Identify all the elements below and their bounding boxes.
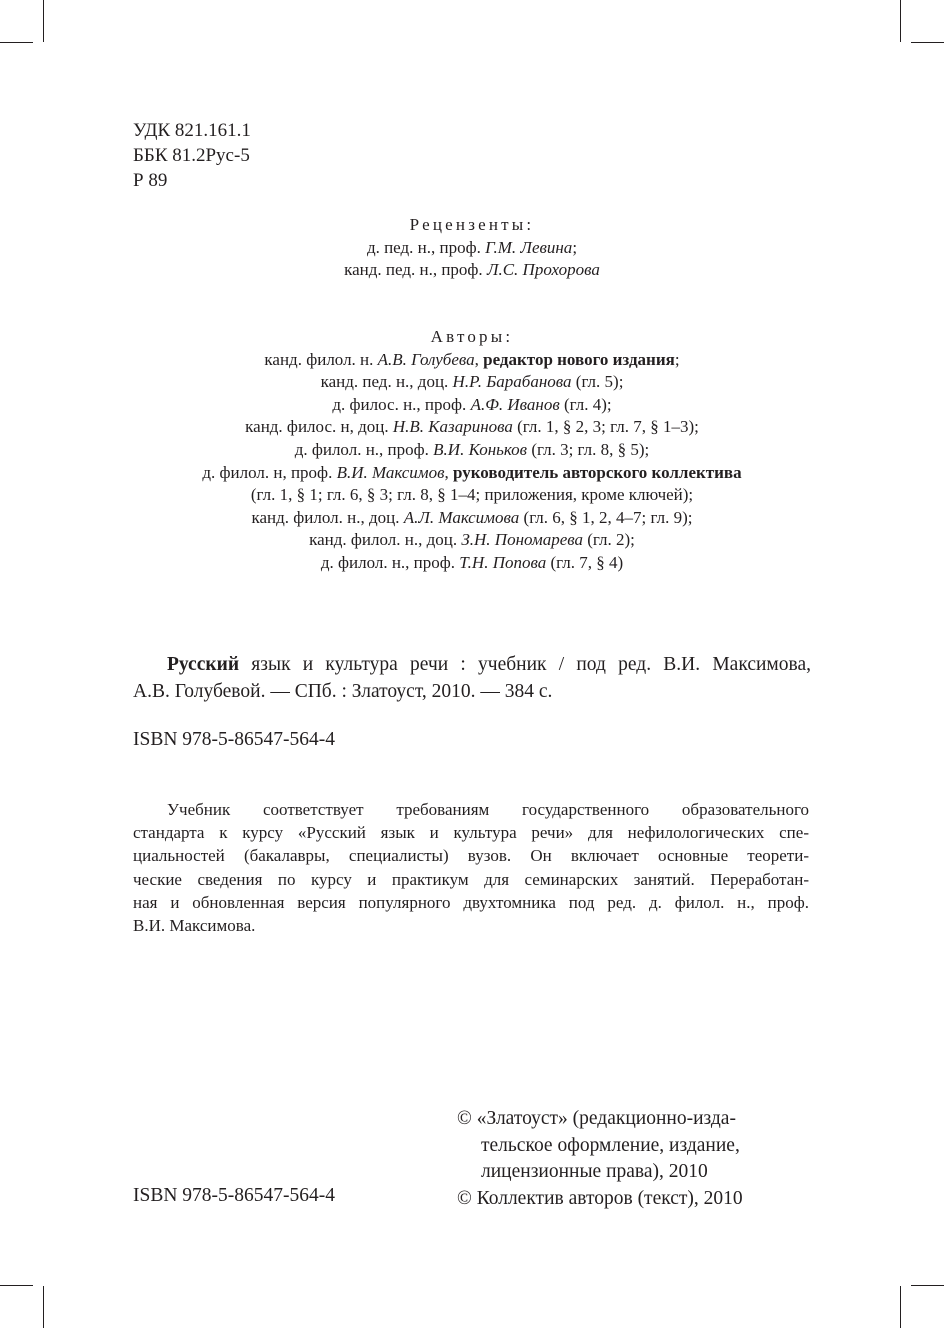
author-line xyxy=(120,349,824,372)
author-line xyxy=(120,371,824,394)
author-line xyxy=(120,394,824,417)
classification-codes xyxy=(133,118,251,193)
author-line xyxy=(120,462,824,485)
author-name: В.И. Коньков xyxy=(433,439,528,459)
author-tail: (гл. 1, § 2, 3; гл. 7, § 1–3); xyxy=(512,417,699,437)
author-name: А.Ф. Иванов xyxy=(470,394,560,414)
citation-line: А.В. Голубевой. — СПб. : Златоуст, 2010. — 384 с. xyxy=(133,681,553,702)
author-degree: д. филол. н, проф. xyxy=(202,462,337,482)
author-degree: д. филол. н., проф. xyxy=(294,439,434,459)
isbn: ISBN 978-5-86547-564-4 xyxy=(133,729,336,750)
copyright-line: © «Златоуст» (редакционно-изда- xyxy=(457,1108,736,1129)
author-line-continuation: (гл. 1, § 1; гл. 6, § 3; гл. 8, § 1–4; приложения, кроме ключей); xyxy=(250,485,694,505)
reviewer-name: Л.С. Прохорова xyxy=(486,260,600,280)
reviewer-name: Г.М. Левина xyxy=(485,237,573,257)
author-sep: , xyxy=(474,349,484,369)
citation-text: язык и культура речи : учебник / под ред. В.И. Максимова, xyxy=(239,654,811,675)
copyright-block xyxy=(457,1106,743,1212)
reviewer-tail: ; xyxy=(572,237,578,257)
author-degree: канд. филол. н., доц. xyxy=(251,507,404,527)
abstract xyxy=(133,798,809,937)
author-degree: канд. филол. н. xyxy=(264,349,378,369)
author-name: З.Н. Пономарева xyxy=(461,530,584,550)
author-name: В.И. Максимов xyxy=(336,462,445,482)
crop-mark xyxy=(43,1286,44,1328)
reviewer-line xyxy=(120,237,824,260)
author-role: редактор нового издания xyxy=(483,349,675,369)
crop-mark xyxy=(0,1285,33,1286)
author-sep: , xyxy=(444,462,453,482)
author-degree: д. филос. н., проф. xyxy=(332,394,471,414)
author-mark: Р 89 xyxy=(133,170,168,191)
author-name: Н.Р. Барабанова xyxy=(452,372,572,392)
crop-mark xyxy=(0,42,33,43)
abstract-line: ная и обновленная версия популярного двухтомника под ред. д. филол. н., проф. xyxy=(133,892,809,912)
abstract-line: ческие сведения по курсу и практикум для семинарских занятий. Переработан- xyxy=(133,869,809,889)
author-line xyxy=(120,416,824,439)
author-tail: (гл. 2); xyxy=(583,530,635,550)
authors-section xyxy=(120,326,824,575)
author-degree: канд. пед. н., доц. xyxy=(320,372,453,392)
author-degree: канд. филос. н, доц. xyxy=(245,417,393,437)
bibliographic-citation xyxy=(133,651,811,705)
bbk-code: ББК 81.2Рус-5 xyxy=(133,145,250,166)
author-line xyxy=(120,507,824,530)
citation-title: Русский xyxy=(167,654,240,675)
reviewers-heading: Рецензенты: xyxy=(409,215,535,234)
citation-line xyxy=(133,651,811,678)
author-tail: (гл. 7, § 4) xyxy=(546,552,624,572)
copyright-line: лицензионные права), 2010 xyxy=(481,1161,708,1183)
reviewers-section xyxy=(120,214,824,282)
isbn-footer: ISBN 978-5-86547-564-4 xyxy=(133,1185,336,1206)
author-line xyxy=(120,529,824,552)
author-tail: (гл. 6, § 1, 2, 4–7; гл. 9); xyxy=(519,507,693,527)
author-degree: д. филол. н., проф. xyxy=(320,552,460,572)
author-tail: ; xyxy=(674,349,680,369)
reviewer-line xyxy=(120,259,824,282)
author-tail: (гл. 4); xyxy=(559,394,612,414)
copyright-line: © Коллектив авторов (текст), 2010 xyxy=(457,1187,743,1209)
reviewer-degree: канд. пед. н., проф. xyxy=(344,260,487,280)
author-name: А.В. Голубева xyxy=(377,349,475,369)
crop-mark xyxy=(900,0,901,42)
author-line xyxy=(120,439,824,462)
crop-mark xyxy=(43,0,44,42)
author-degree: канд. филол. н., доц. xyxy=(309,530,462,550)
abstract-line: стандарта к курсу «Русский язык и культура речи» для нефилологических спе- xyxy=(133,823,809,843)
crop-mark xyxy=(900,1286,901,1328)
author-name: Н.В. Казаринова xyxy=(392,417,513,437)
author-role: руководитель авторского коллектива xyxy=(453,462,742,482)
crop-mark xyxy=(911,42,944,43)
abstract-line: Учебник соответствует требованиям государственного образовательного xyxy=(167,800,809,819)
copyright-line: тельское оформление, издание, xyxy=(481,1134,740,1156)
author-name: Т.Н. Попова xyxy=(459,552,547,572)
author-tail: (гл. 5); xyxy=(571,372,624,392)
udk-code: УДК 821.161.1 xyxy=(133,120,251,141)
author-line xyxy=(120,552,824,575)
abstract-line: В.И. Максимова. xyxy=(133,916,256,936)
author-name: А.Л. Максимова xyxy=(403,507,520,527)
abstract-line: циальностей (бакалавры, специалисты) вузов. Он включает основные теорети- xyxy=(133,846,809,866)
author-tail: (гл. 3; гл. 8, § 5); xyxy=(527,439,650,459)
reviewer-degree: д. пед. н., проф. xyxy=(366,237,486,257)
authors-heading: Авторы: xyxy=(430,327,514,346)
crop-mark xyxy=(911,1285,944,1286)
